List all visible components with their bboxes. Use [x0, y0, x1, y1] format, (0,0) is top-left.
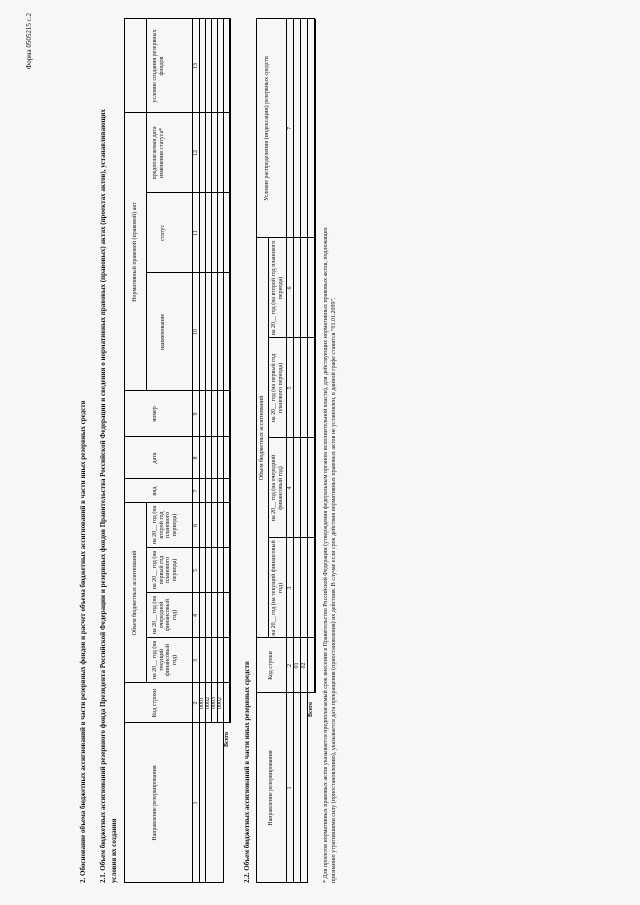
t1-colnum: 2: [193, 701, 199, 704]
t1-kind-header: вид: [152, 485, 158, 496]
t2-colnum: 1: [287, 786, 293, 789]
t2-colnum: 2: [287, 663, 293, 667]
t1-total-label: Всего: [224, 731, 230, 747]
t1-status-header: статус: [160, 224, 166, 241]
t2-row-code: 01: [294, 662, 300, 668]
t1-colnum: 4: [193, 613, 199, 617]
t2-code-header: Код строки: [268, 650, 274, 680]
t2-year1-header: на 20__ год (на очередной финансовый год): [271, 454, 284, 521]
t1-volume-header: Объем бюджетных ассигнований: [132, 550, 138, 635]
t1-colnum: 7: [193, 489, 199, 492]
t1-row-code: 0002: [217, 696, 223, 709]
t1-colnum: 12: [193, 149, 199, 156]
t1-year2-header: на 20__ год (на первый год планового периода): [152, 550, 178, 589]
t1-row-code: 0003: [211, 696, 217, 709]
t1-direction-header: Направление резервирования: [152, 764, 158, 841]
t2-year2-header: на 20__ год (на первый год планового периода): [271, 353, 284, 422]
section-title: 2. Обоснование объема бюджетных ассигнований в части резервных фондов и расчет объема бюджетных ассигнований в части иных резервных средств: [79, 400, 87, 883]
t1-colnum: 3: [193, 658, 199, 662]
t1-name-header: наименование: [160, 313, 166, 350]
t1-act-header: Нормативный правовой (правовой) акт: [132, 201, 138, 302]
form-label: Форма 0505215 с.2: [25, 12, 33, 69]
t2-colnum: 4: [287, 486, 293, 489]
t2-colnum: 7: [287, 126, 293, 130]
t2-row-code: 02: [301, 662, 307, 668]
footnote-cont: признанию утратившими силу (приостановлению), указывается дата прекращения (приостановления) их действия. В случае если срок действия нормативных правовых актов не установлен, в данной графе ставится "01.01.2099".: [331, 297, 337, 883]
t1-year0-header: на 20__ год (на текущий финансовый год): [152, 640, 178, 679]
t1-date-header: дата: [152, 452, 158, 463]
t1-colnum: 8: [193, 456, 199, 459]
t1-code-header: Код строки: [152, 688, 158, 717]
t1-number-header: номер: [152, 405, 158, 422]
t1-year1-header: на 20__ год (на очередной финансовый год): [152, 595, 178, 634]
t1-colnum: 10: [193, 328, 199, 335]
t1-row-code: 0002: [205, 696, 211, 709]
t2-colnum: 6: [287, 286, 293, 289]
subsection-1-title-cont: условия их создания: [110, 818, 118, 883]
t2-total-label: Всего: [308, 701, 314, 717]
subsection-2-title: 2.2. Объем бюджетных ассигнований в части иных резервных средств: [243, 660, 251, 883]
t1-expected-date-header: предполагаемая дата изменения статуса*: [152, 125, 165, 180]
t1-colnum: 11: [193, 229, 199, 236]
t2-conditions-header: Условие распределения (индексации) резервных средств: [264, 55, 270, 201]
t2-year3-header: на 20__ год (на второй год планового периода): [271, 240, 284, 335]
t1-colnum: 9: [193, 412, 199, 415]
t2-colnum: 3: [287, 586, 293, 589]
t1-year3-header: на 20__ год (на второй год планового периода): [152, 505, 178, 544]
t2-year0-header: на 20__ год (на текущий финансовый год): [271, 539, 284, 636]
t1-conditions-header: условие создания резервных фондов: [152, 28, 165, 103]
t2-volume-header: Объем бюджетных ассигнований: [259, 395, 265, 480]
t1-colnum: 13: [193, 62, 199, 69]
t2-direction-header: Направление резервирования: [268, 749, 274, 826]
t2-colnum: 5: [287, 386, 293, 389]
t1-colnum: 1: [193, 801, 199, 804]
subsection-1-title: 2.1. Объем бюджетных ассигнований резервного фонда Президента Российской Федерации и резервных фондов Правительства Российской Федерации и сведения о нормативных правовых (правовых) актах (проектах актов), устанавливающих: [99, 108, 107, 883]
footnote: * Для проектов нормативных правовых актов указывается предполагаемый срок внесения в Правительство Российской Федерации (утверждения федеральным органом исполнительной власти), для действующих нормативных правовых актов, подлежащих: [323, 226, 329, 883]
t1-colnum: 6: [193, 523, 199, 527]
t1-colnum: 5: [193, 568, 199, 572]
t1-row-code: 0001: [199, 696, 205, 709]
rotated-form-page: [20, 13, 620, 893]
